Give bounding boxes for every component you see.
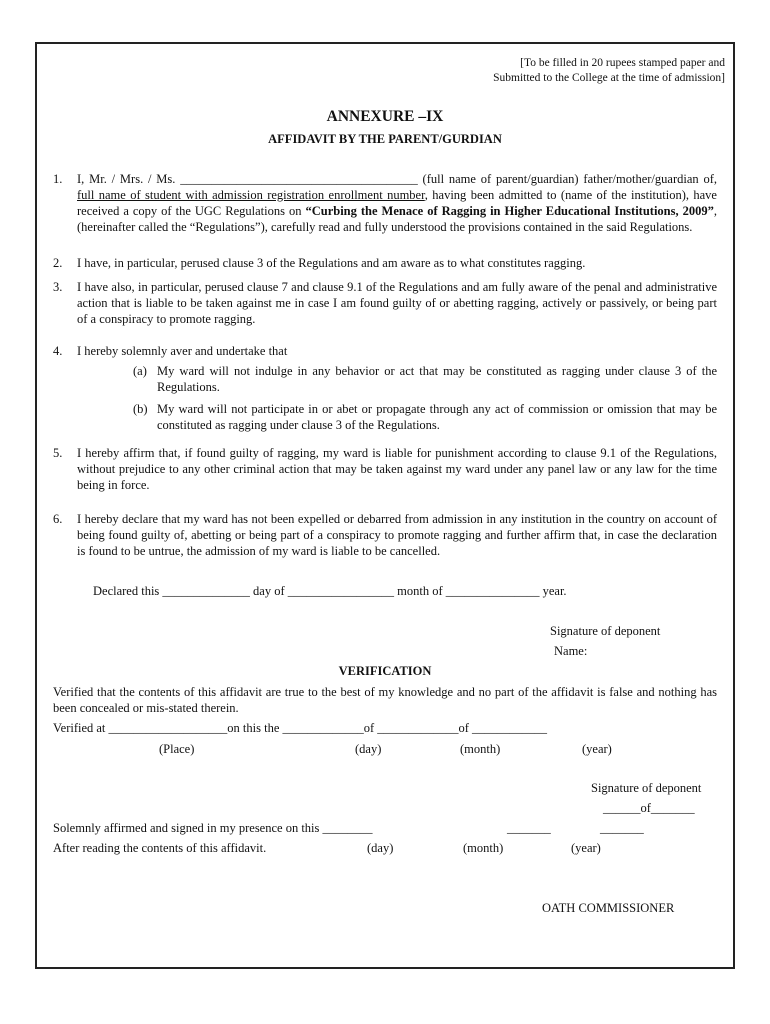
affidavit-page [35, 42, 735, 969]
clause-text: I have also, in particular, perused clause 7 and clause 9.1 of the Regulations and am fully aware of the penal and administrative action that is liable to be taken against me in case I am found guilty of or abetting ragging, actively or passively, or being part of a conspiracy to promote ragging. [77, 280, 717, 326]
item-text: My ward will not participate in or abet or propagate through any act of commission or omission that may be constituted as ragging under clause 3 of the Regulations. [157, 402, 717, 432]
clause-4-item-b [133, 401, 717, 433]
clause-number: 6. [53, 512, 63, 526]
after-reading-line: After reading the contents of this affidavit. [53, 841, 267, 855]
item-label: (b) [133, 402, 148, 416]
clause-4-item-a [133, 363, 717, 395]
clause-number: 5. [53, 446, 63, 460]
verification-of-line: ______of_______ [603, 801, 695, 815]
clause-5 [53, 445, 717, 493]
note-line-2: Submitted to the College at the time of admission] [493, 72, 725, 84]
solemnly-affirmed-line: Solemnly affirmed and signed in my presence on this ________ [53, 821, 373, 835]
solemn-blank-month: _______ [507, 821, 551, 835]
deponent-signature-label: Signature of deponent [550, 624, 661, 638]
verification-text: Verified that the contents of this affidavit are true to the best of my knowledge and no part of the affidavit is false and nothing has been concealed or mis-stated therein. [53, 685, 717, 715]
student-name-placeholder: full name of student with admission registration enrollment number [77, 188, 425, 202]
verified-at-line: Verified at ___________________on this the _____________of _____________of ____________ [53, 721, 548, 735]
clause-text: I hereby solemnly aver and undertake that [77, 344, 288, 358]
day-label: (day) [355, 742, 382, 756]
clause-text: I hereby affirm that, if found guilty of ragging, my ward is liable for punishment according to clause 9.1 of the Regulations, without prejudice to any other criminal action that may be taken against my ward under any panel law or any law for the time being in force. [77, 446, 717, 492]
solemn-day-label: (day) [367, 841, 394, 855]
oath-commissioner-label: OATH COMMISSIONER [542, 901, 675, 915]
clause-text [77, 171, 717, 235]
clause-1-text-a: I, Mr. / Mrs. / Ms. ______________________________________ (full name of parent/guardian) father/mother/guardian of, [77, 172, 717, 186]
clause-1 [53, 171, 717, 235]
clause-3 [53, 279, 717, 327]
page-subtitle: AFFIDAVIT BY THE PARENT/GURDIAN [268, 132, 502, 146]
deponent-name-label: Name: [554, 644, 588, 658]
clause-number: 3. [53, 280, 63, 294]
item-text: My ward will not indulge in any behavior or act that may be constituted as ragging under clause 3 of the Regulations. [157, 364, 717, 394]
clause-number: 1. [53, 172, 63, 186]
clause-2 [53, 255, 717, 271]
clause-6 [53, 511, 717, 559]
clause-text: I hereby declare that my ward has not been expelled or debarred from admission in any institution in the country on account of being found guilty of, abetting or being part of a conspiracy to promote ragging and further affirm that, in case the declaration is found to be untrue, the admission of my ward is liable to be cancelled. [77, 512, 717, 558]
clause-1-text-c: , (hereinafter called the “Regulations”), carefully read and fully understood the provisions contained in the said Regulations. [77, 204, 717, 234]
solemn-month-label: (month) [463, 841, 504, 855]
verification-heading: VERIFICATION [338, 664, 432, 678]
month-label: (month) [460, 742, 501, 756]
year-label: (year) [582, 742, 612, 756]
stamp-paper-note [493, 56, 725, 86]
declared-line: Declared this ______________ day of _________________ month of _______________ year. [93, 584, 567, 598]
clause-text: I have, in particular, perused clause 3 of the Regulations and am aware as to what constitutes ragging. [77, 256, 586, 270]
note-line-1: [To be filled in 20 rupees stamped paper and [520, 57, 725, 69]
place-label: (Place) [159, 742, 195, 756]
solemn-blank-year: _______ [600, 821, 644, 835]
page-title: ANNEXURE –IX [326, 108, 444, 125]
clause-4 [53, 343, 717, 359]
clause-number: 4. [53, 344, 63, 358]
clause-number: 2. [53, 256, 63, 270]
verification-signature-label: Signature of deponent [591, 781, 702, 795]
solemn-year-label: (year) [571, 841, 601, 855]
regulation-title: “Curbing the Menace of Ragging in Higher Educational Institutions, 2009” [305, 204, 714, 218]
item-label: (a) [133, 364, 147, 378]
clause-1-text-b: , having been admitted to (name of the institution), have received a copy of the UGC Regulations on [77, 188, 717, 218]
